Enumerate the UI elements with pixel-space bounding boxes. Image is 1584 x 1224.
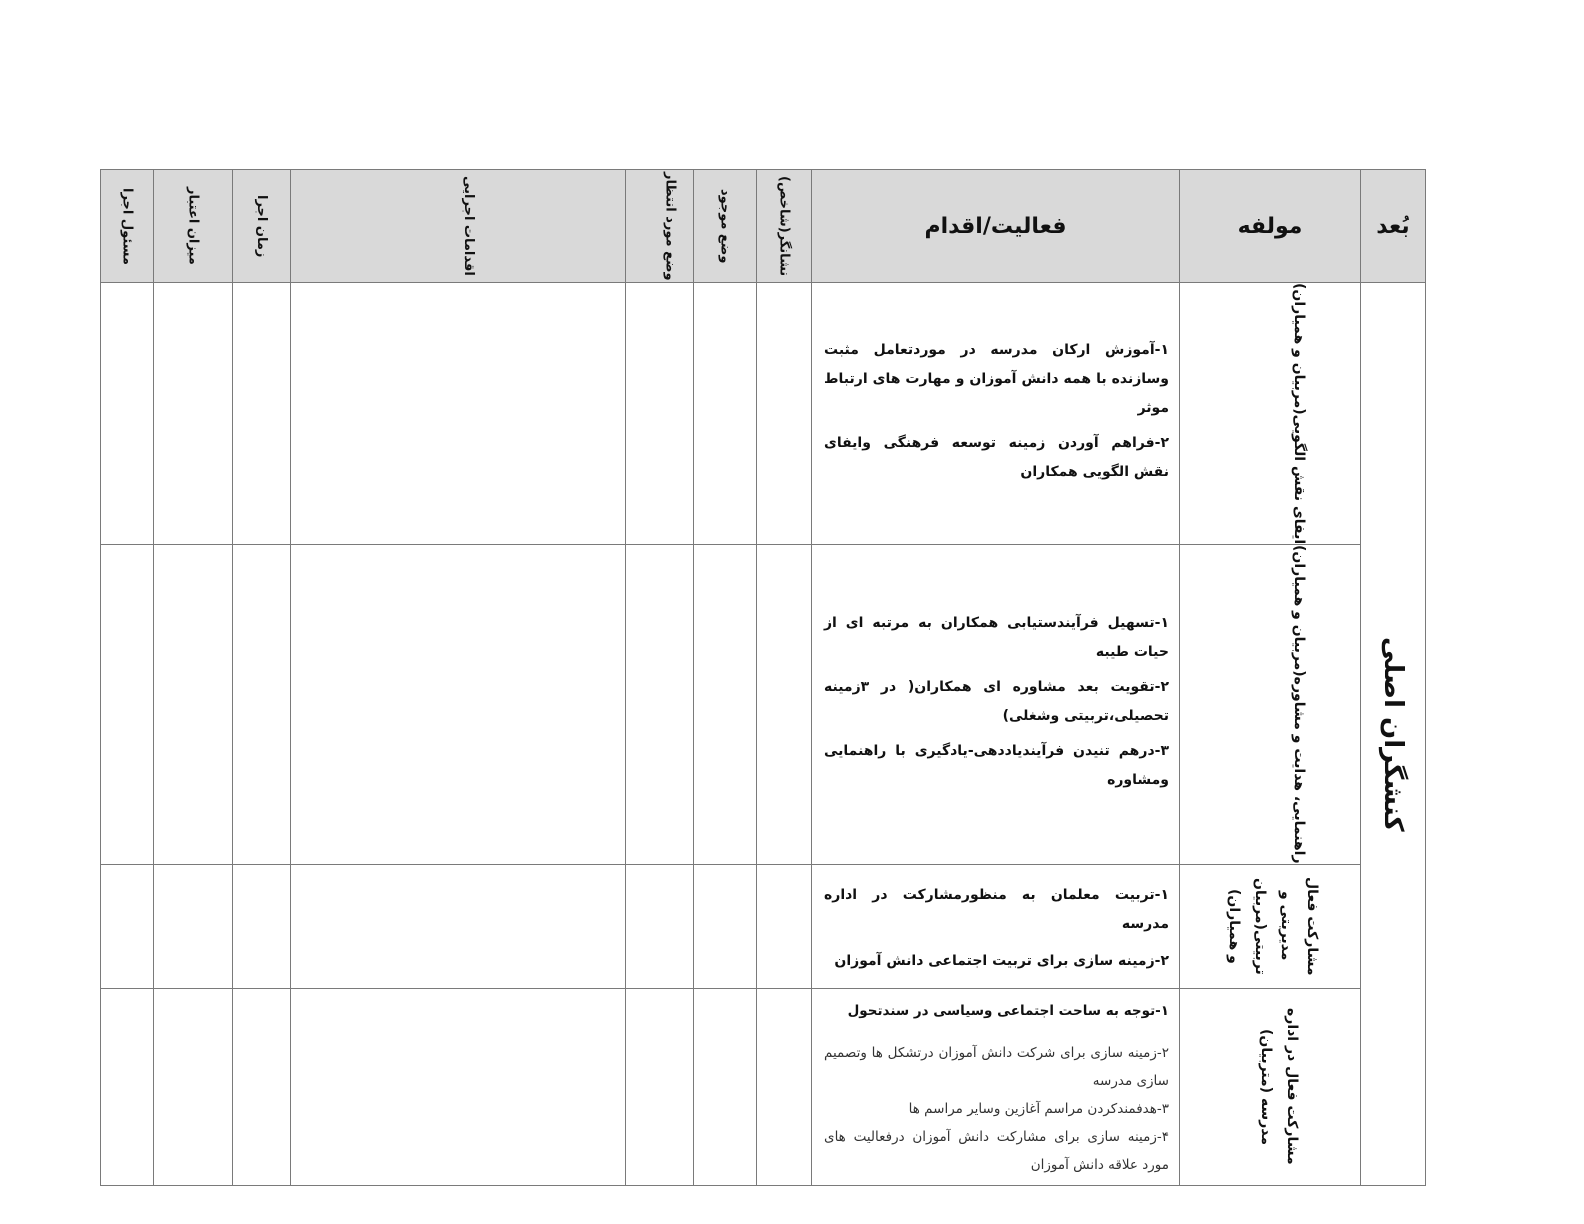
dimension-label: کنشگران اصلی [1378, 636, 1408, 832]
header-row [101, 170, 1426, 283]
activity-item: ۱-توجه به ساحت اجتماعی وسیاسی در سندتحول [847, 1002, 1169, 1019]
activity-item: ۱-تسهیل فرآیندستیابی همکاران به مرتبه ای از حیات طیبه [824, 615, 1169, 661]
table-row [101, 864, 1426, 988]
indicator-cell[interactable] [757, 283, 812, 545]
responsible-cell[interactable] [101, 283, 154, 545]
responsible-cell[interactable] [101, 988, 154, 1185]
header-component: مولفه [1180, 170, 1361, 283]
expected-status-cell[interactable] [626, 988, 694, 1185]
component-label: مشارکت فعال در اداره مدرسه (متربیان) [1258, 1008, 1300, 1166]
activity-item: ۲-زمینه سازی برای شرکت دانش آموزان درتشکل ها وتصمیم سازی مدرسه [824, 1044, 1169, 1089]
budget-cell[interactable] [154, 283, 233, 545]
operational-plan-table [100, 169, 1426, 1186]
header-activity: فعالیت/اقدام [812, 170, 1180, 283]
header-indicator: نشانگر(شاخص) [776, 175, 792, 277]
activity-item: ۳-هدفمندکردن مراسم آغازین وسایر مراسم ها [908, 1100, 1169, 1117]
indicator-cell[interactable] [757, 864, 812, 988]
activity-cell [812, 283, 1180, 545]
planning-sheet [100, 169, 1425, 1186]
component-cell [1180, 864, 1361, 988]
responsible-cell[interactable] [101, 545, 154, 865]
actions-cell[interactable] [291, 988, 626, 1185]
header-current-status: وضع موجود [717, 188, 733, 264]
responsible-cell[interactable] [101, 864, 154, 988]
activity-item: ۲-فراهم آوردن زمینه توسعه فرهنگی وایفای نقش الگویی همکاران [824, 435, 1169, 481]
component-cell [1180, 283, 1361, 545]
current-status-cell[interactable] [694, 283, 757, 545]
header-dimension: بُعد [1361, 170, 1426, 283]
header-current-cell [694, 170, 757, 283]
activity-item: ۲-زمینه سازی برای تربیت اجتماعی دانش آموزان [834, 952, 1169, 969]
header-expected-status: وضع مورد انتظار [662, 171, 678, 281]
component-cell [1180, 545, 1361, 865]
activity-cell [812, 545, 1180, 865]
header-indicator-cell [757, 170, 812, 283]
header-time: زمان اجرا [254, 194, 269, 258]
table-row [101, 988, 1426, 1185]
actions-cell[interactable] [291, 864, 626, 988]
activity-item: ۴-زمینه سازی برای مشارکت دانش آموزان درفعالیت های مورد علاقه دانش آموزان [824, 1128, 1169, 1173]
activity-item: ۱-آموزش ارکان مدرسه در موردتعامل مثبت وسازنده با همه دانش آموزان و مهارت های ارتباط موثر [824, 342, 1169, 417]
header-budget: میزان اعتبار [185, 187, 201, 265]
header-expected-cell [626, 170, 694, 283]
header-actions: اقدامات اجرایی [461, 176, 476, 276]
indicator-cell[interactable] [757, 545, 812, 865]
activity-cell [812, 864, 1180, 988]
dimension-cell [1361, 283, 1426, 1186]
component-label: مشارکت فعال مدیریتی و تربیتی(مربیان و همیاران) [1226, 876, 1320, 976]
current-status-cell[interactable] [694, 545, 757, 865]
component-label: ایفای نقش الگویی(مربیان و همیاران) [1291, 283, 1307, 545]
header-responsible: مسئول اجرا [119, 187, 135, 265]
component-cell [1180, 988, 1361, 1185]
header-responsible-cell [101, 170, 154, 283]
header-time-cell [233, 170, 291, 283]
expected-status-cell[interactable] [626, 545, 694, 865]
budget-cell[interactable] [154, 545, 233, 865]
table-row [101, 283, 1426, 545]
expected-status-cell[interactable] [626, 864, 694, 988]
time-cell[interactable] [233, 545, 291, 865]
expected-status-cell[interactable] [626, 283, 694, 545]
component-label: راهنمایی، هدایت و مشاوره(مربیان و همیاران) [1291, 545, 1307, 864]
budget-cell[interactable] [154, 988, 233, 1185]
actions-cell[interactable] [291, 283, 626, 545]
table-row [101, 545, 1426, 865]
actions-cell[interactable] [291, 545, 626, 865]
time-cell[interactable] [233, 988, 291, 1185]
activity-item: ۲-تقویت بعد مشاوره ای همکاران( در ۳زمینه تحصیلی،تربیتی وشغلی) [824, 679, 1169, 725]
indicator-cell[interactable] [757, 988, 812, 1185]
current-status-cell[interactable] [694, 988, 757, 1185]
budget-cell[interactable] [154, 864, 233, 988]
header-actions-cell [291, 170, 626, 283]
activity-item: ۳-درهم تنیدن فرآیندیاددهی-یادگیری با راهنمایی ومشاوره [824, 743, 1169, 789]
activity-cell [812, 988, 1180, 1185]
current-status-cell[interactable] [694, 864, 757, 988]
time-cell[interactable] [233, 283, 291, 545]
header-budget-cell [154, 170, 233, 283]
activity-item: ۱-تربیت معلمان به منظورمشارکت در اداره مدرسه [824, 886, 1169, 932]
time-cell[interactable] [233, 864, 291, 988]
